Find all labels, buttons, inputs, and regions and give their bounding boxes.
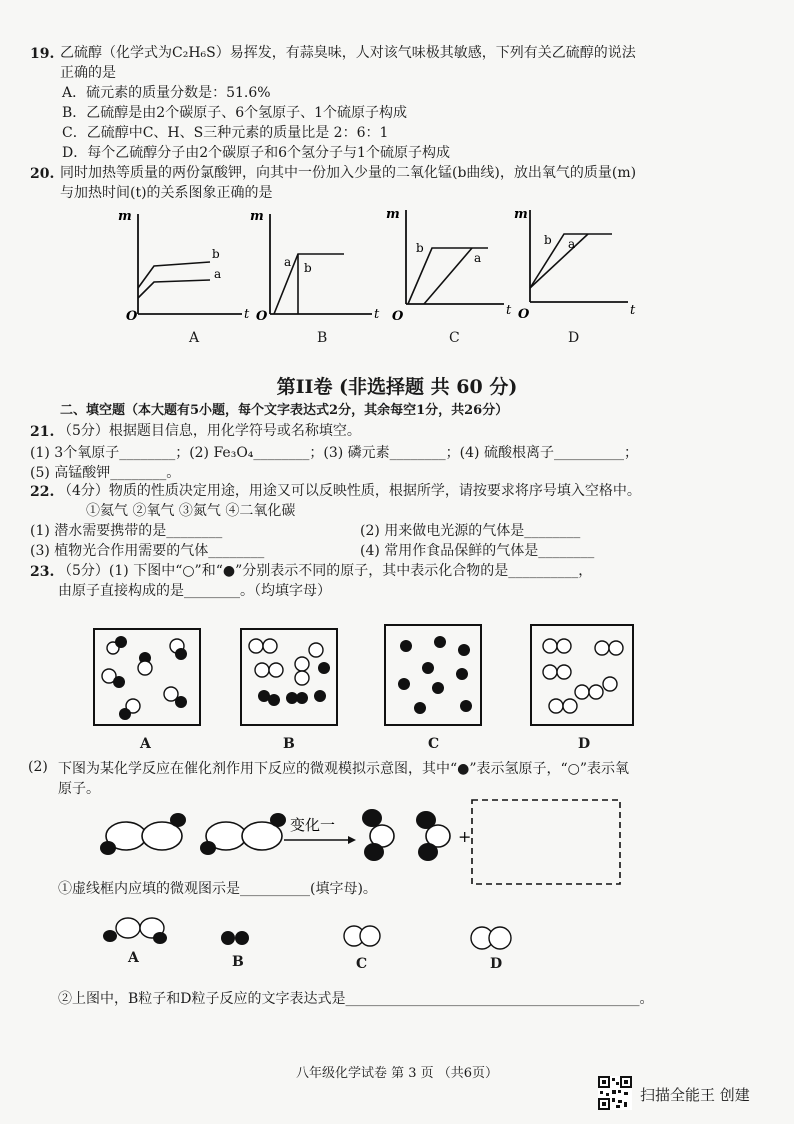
answer-option-a-label: A [128,950,139,966]
q23-sub2: ②上图中，B粒子和D粒子反应的文字表达式是__________________________________________。 [58,991,654,1007]
q20-graph-d-origin: O [518,307,530,322]
q21-line2: (5) 高锰酸钾________。 [30,465,181,481]
q20-graph-b-x-label: t [374,307,380,322]
q23-part2-line2: 原子。 [58,781,100,797]
q20-graph-d-curve-b: b [544,233,552,247]
q22-number: 22. [30,484,55,500]
q20-graph-a [118,209,250,325]
q20-graph-a-origin: O [126,309,138,324]
q20-graph-a-curve-a: a [214,267,222,281]
q22-item-1: (1) 潜水需要携带的是________ [30,523,223,539]
q23-box-b-label: B [283,736,295,752]
q22-choices: ①氦气 ②氧气 ③氮气 ④二氧化碳 [86,503,296,519]
q20-graph-c-origin: O [392,309,404,324]
q20-graph-c-curve-a: a [474,251,482,265]
scanner-watermark [598,1076,788,1112]
q21-number: 21. [30,424,55,440]
q23-box-a-label: A [140,736,151,752]
q22-item-3: (3) 植物光合作用需要的气体________ [30,543,265,559]
q23-sub1: ①虚线框内应填的微观图示是__________(填字母)。 [58,881,377,897]
q19-option-d: D．每个乙硫醇分子由2个碳原子和6个氢分子与1个硫原子构成 [62,145,450,161]
q20-graph-b [250,209,380,325]
q20-graph-a-y-label: m [118,209,132,224]
q23-reaction-diagram [92,800,692,886]
q20-graph-b-option: B [317,330,328,346]
scanner-brand-text: 扫描全能王 创建 [640,1086,750,1104]
q20-graph-b-origin: O [256,309,268,324]
q20-graph-d-y-label: m [514,207,528,222]
q19-option-a: A．硫元素的质量分数是：51.6% [62,85,271,101]
q20-graph-c-curve-b: b [416,241,424,255]
q20-graph-b-curve-b: b [304,261,312,275]
q19-option-c: C．乙硫醇中C、H、S三种元素的质量比是 2：6：1 [62,125,389,141]
q20-graph-a-option: A [189,330,200,346]
q23-box-d-label: D [578,736,591,752]
answer-option-b-label: B [232,954,244,970]
q23-box-b [240,628,340,728]
q23-box-c [384,624,484,728]
q20-graph-d-curve-a: a [568,237,576,251]
q23-number: 23. [30,564,55,580]
q22-item-2: (2) 用来做电光源的气体是________ [360,523,581,539]
q19-option-b: B．乙硫醇是由2个碳原子、6个氢原子、1个硫原子构成 [62,105,408,121]
q20-graph-c-x-label: t [506,303,512,318]
q21-line1: (1) 3个氧原子________；(2) Fe₃O₄________；(3) 磷元素________；(4) 硫酸根离子__________； [30,445,638,461]
q23-box-d [530,624,636,728]
q20-graph-a-x-label: t [244,307,250,322]
answer-option-c-label: C [356,956,368,972]
page-footer: 八年级化学试卷 第 3 页 （共6页） [295,1066,499,1081]
q20-graph-c-y-label: m [386,207,400,222]
q20-stem-line2: 与加热时间(t)的关系图象正确的是 [60,185,273,201]
q23-part2-number: (2) [28,759,48,775]
q20-graph-d-x-label: t [630,303,636,318]
q23-part2-line1: 下图为某化学反应在催化剂作用下反应的微观模拟示意图，其中“●”表示氢原子，“○”表示氧 [58,761,630,777]
q20-graph-b-curve-a: a [284,255,292,269]
q23-stem-line2: 由原子直接构成的是________。（均填字母） [58,583,331,599]
q20-graph-b-y-label: m [250,209,264,224]
q23-box-a [93,628,203,728]
q20-stem-line1: 同时加热等质量的两份氯酸钾，向其中一份加入少量的二氧化锰(b曲线)，放出氧气的质量(m) [60,165,637,181]
section-2-heading: 二、填空题（本大题有5小题，每个文字表达式2分，其余每空1分，共26分） [60,403,509,418]
q20-number: 20. [30,166,55,182]
q21-stem: （5分）根据题目信息，用化学符号或名称填空。 [58,423,361,439]
q20-graph-c [386,207,516,325]
section-2-title: 第II卷 (非选择题 共 60 分) [276,376,518,398]
reaction-plus: + [458,827,472,846]
q23-box-c-label: C [428,736,440,752]
q20-graph-d [514,207,642,325]
q19-stem-line2: 正确的是 [60,65,116,81]
q19-stem-line1: 乙硫醇（化学式为C₂H₆S）易挥发，有蒜臭味，人对该气味极其敏感，下列有关乙硫醇的说法 [60,45,636,61]
q22-stem: （4分）物质的性质决定用途，用途又可以反映性质，根据所学，请按要求将序号填入空格中。 [58,483,641,499]
q22-item-4: (4) 常用作食品保鲜的气体是________ [360,543,595,559]
reaction-arrow-label: 变化一 [290,816,336,834]
q20-graph-c-option: C [449,330,460,346]
q23-answer-options [98,910,538,960]
answer-option-d-label: D [490,956,503,972]
qr-code-icon [598,1076,632,1110]
q20-graph-a-curve-b: b [212,247,220,261]
q19-number: 19. [30,46,55,62]
q23-stem-line1: （5分）(1) 下图中“○”和“●”分别表示不同的原子，其中表示化合物的是__________， [58,563,593,579]
answer-dashed-box [472,800,620,884]
q20-graph-d-option: D [568,330,580,346]
